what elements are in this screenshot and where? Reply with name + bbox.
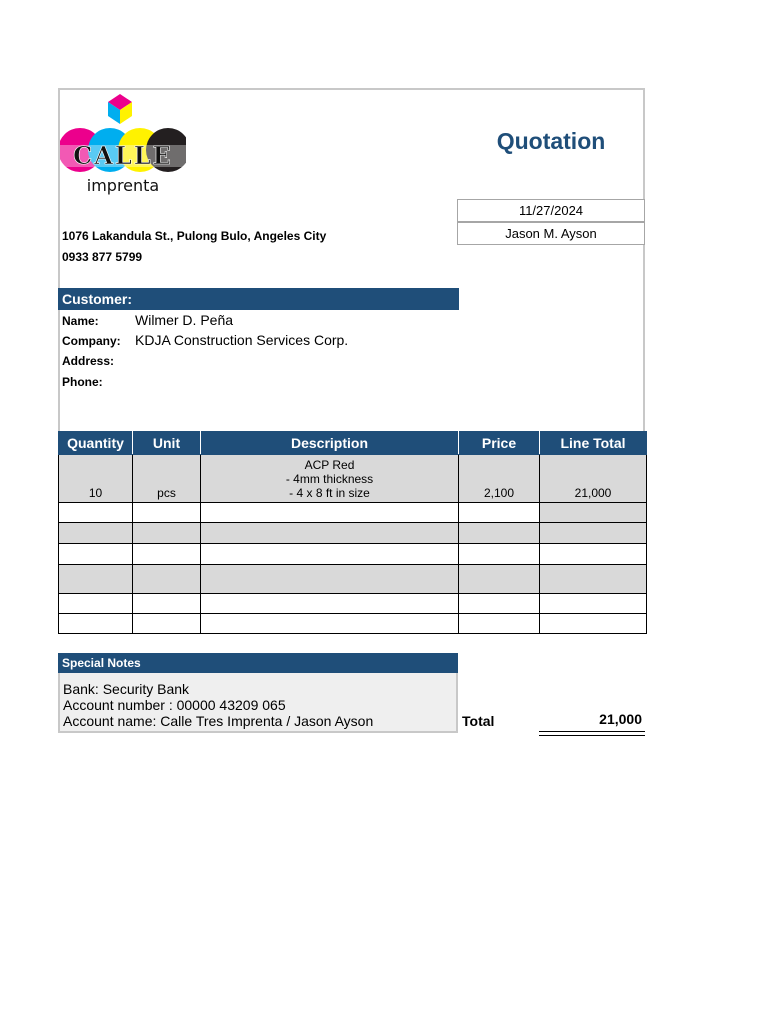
- logo-brand-text: CALLE: [73, 141, 173, 170]
- table-row: [59, 594, 647, 614]
- notes-account-number: Account number : 00000 43209 065: [63, 697, 286, 713]
- cell-description: [201, 455, 459, 503]
- description-line: - 4 x 8 ft in size: [289, 486, 370, 500]
- document-title: Quotation: [496, 128, 606, 154]
- logo-sub-text: imprenta: [86, 176, 160, 195]
- customer-address-label: Address:: [62, 354, 115, 368]
- table-row: [59, 503, 647, 523]
- notes-bank: Bank: Security Bank: [63, 681, 190, 697]
- header-quantity: Quantity: [59, 432, 133, 455]
- table-row: [59, 544, 647, 565]
- total-double-underline: [539, 731, 645, 736]
- table-row: [59, 455, 647, 503]
- cell-line-total: 21,000: [540, 455, 647, 503]
- customer-company-label: Company:: [62, 334, 121, 348]
- notes-account-name: Account name: Calle Tres Imprenta / Jason Ayson: [63, 713, 374, 729]
- total-value: 21,000: [599, 711, 642, 727]
- table-row: [59, 614, 647, 634]
- calle-imprenta-logo: [60, 90, 186, 196]
- table-row: [59, 523, 647, 544]
- company-address: 1076 Lakandula St., Pulong Bulo, Angeles City: [62, 229, 327, 243]
- cell-unit: pcs: [133, 455, 201, 503]
- special-notes-heading: Special Notes: [58, 653, 458, 673]
- cell-price: 2,100: [459, 455, 540, 503]
- header-unit: Unit: [133, 432, 201, 455]
- table-header-row: [59, 432, 647, 455]
- description-line: - 4mm thickness: [285, 472, 374, 486]
- header-description: Description: [201, 432, 459, 455]
- header-line-total: Line Total: [540, 432, 647, 455]
- company-phone: 0933 877 5799: [62, 250, 143, 264]
- customer-name-label: Name:: [62, 314, 99, 328]
- prepared-by: Jason M. Ayson: [457, 222, 645, 245]
- total-label: Total: [462, 713, 495, 729]
- line-items-table: [58, 431, 647, 634]
- description-line: ACP Red: [304, 458, 355, 472]
- cell-quantity: 10: [59, 455, 133, 503]
- quote-date: 11/27/2024: [457, 199, 645, 222]
- customer-phone-label: Phone:: [62, 375, 103, 389]
- customer-name: Wilmer D. Peña: [135, 312, 234, 328]
- customer-heading: Customer:: [58, 288, 459, 310]
- header-price: Price: [459, 432, 540, 455]
- table-row: [59, 565, 647, 594]
- customer-company: KDJA Construction Services Corp.: [135, 332, 349, 348]
- special-notes-body: [58, 673, 458, 733]
